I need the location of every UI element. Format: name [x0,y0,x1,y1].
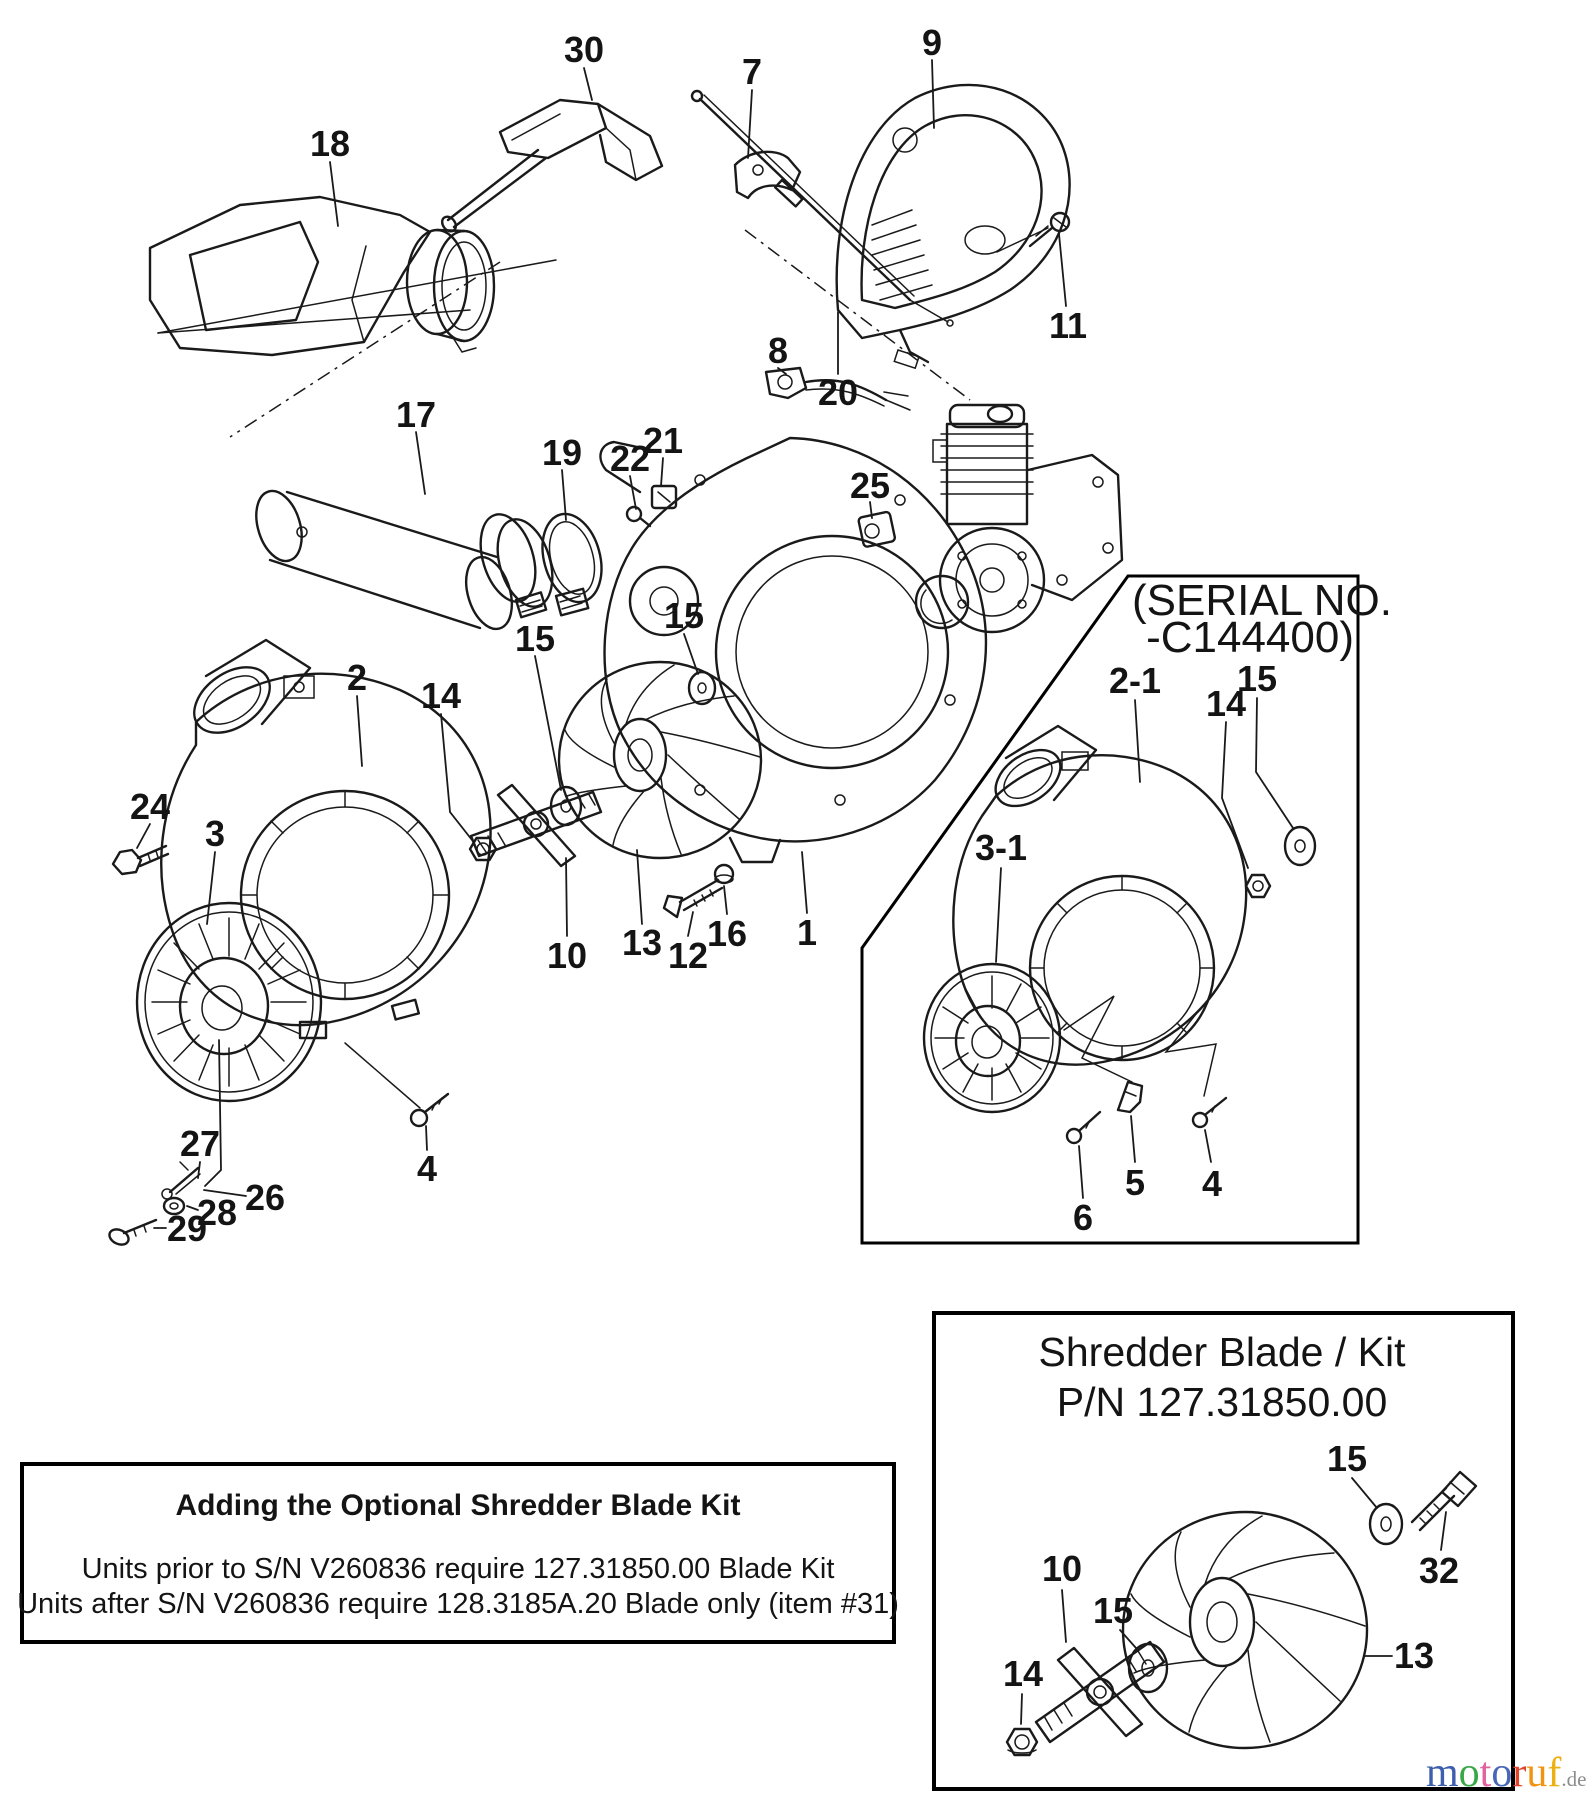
callout-17: 17 [395,394,437,435]
callout-15-left: 15 [514,618,556,659]
callout-3-1: 3-1 [974,827,1028,868]
note-box-line1: Units prior to S/N V260836 require 127.31850.00 Blade Kit [81,1553,835,1585]
callout-9: 9 [921,22,943,63]
watermark-letter: u [1526,1750,1548,1796]
part-25-module [858,511,896,547]
kit-part-13-fan [1123,1512,1367,1748]
callout-5: 5 [1124,1162,1146,1203]
serial-box-match-lines [1064,996,1216,1096]
part-29-screw [107,1220,156,1248]
watermark-logo[interactable] [1426,1752,1586,1794]
engine-assembly [916,405,1122,632]
watermark-letter: m [1426,1750,1459,1796]
kit-part-15-washer-top [1370,1504,1402,1544]
callout-21: 21 [642,420,684,461]
callout-28: 28 [196,1192,238,1233]
callout-16: 16 [706,913,748,954]
callout-25: 25 [849,465,891,506]
callout-6: 6 [1072,1197,1094,1238]
callout-24: 24 [129,786,171,827]
callout-26: 26 [244,1177,286,1218]
watermark-letter: f [1547,1750,1562,1796]
callout-14-serial: 14 [1205,683,1247,724]
callout-12: 12 [667,935,709,976]
watermark-letter: t [1479,1750,1492,1796]
callout-14: 14 [420,675,462,716]
callout-15-upper: 15 [663,595,705,636]
callout-15-kit-left: 15 [1092,1590,1134,1631]
callout-2: 2 [346,657,368,698]
callout-4-right: 4 [1201,1163,1223,1204]
part-15-washer-upper [689,672,715,704]
part-16-washer [715,865,733,883]
part-15-washer-serial [1285,827,1315,865]
callout-labels [130,22,1459,1694]
watermark-letter: o [1491,1750,1513,1796]
note-box-line2: Units after S/N V260836 require 128.3185A.20 Blade only (item #31) [17,1588,899,1620]
kit-box-part-number: P/N 127.31850.00 [1056,1379,1388,1425]
part-7-lever [735,152,800,198]
callout-11: 11 [1048,305,1088,346]
callout-3: 3 [204,813,226,854]
callout-18: 18 [309,123,351,164]
callout-20: 20 [817,372,859,413]
part-14-nut [470,838,496,860]
part-19-clamp [533,507,610,615]
part-2-1-housing [953,726,1246,1065]
kit-box-title: Shredder Blade / Kit [1038,1329,1406,1375]
part-3-1-grille [924,964,1060,1112]
part-3-grille [137,903,321,1101]
callout-1: 1 [796,912,818,953]
note-box-title: Adding the Optional Shredder Blade Kit [175,1489,741,1522]
part-1-rear-housing [600,438,986,862]
callout-4-left: 4 [416,1148,438,1189]
alignment-lines [158,228,1048,1108]
part-5-clip [1118,1082,1142,1112]
callout-13-kit: 13 [1393,1635,1435,1676]
callout-7: 7 [741,51,763,92]
serial-note-line1: (SERIAL NO. [1132,576,1392,625]
callout-32: 32 [1418,1550,1460,1591]
callout-22: 22 [609,438,651,479]
part-24-bolt [113,846,168,874]
callout-2-1: 2-1 [1108,660,1162,701]
part-17-blower-tube [248,485,562,634]
callout-10-kit: 10 [1041,1548,1083,1589]
watermark-letter: r [1512,1750,1527,1796]
callout-15-serial: 15 [1236,658,1278,699]
part-11-screw [1030,213,1069,246]
callout-10: 10 [546,935,588,976]
watermark-letter: o [1458,1750,1480,1796]
callout-8: 8 [767,330,789,371]
callout-30: 30 [563,29,605,70]
part-22-screw [627,507,650,526]
callout-13: 13 [621,922,663,963]
part-13-fan [559,662,761,858]
callout-29: 29 [166,1208,208,1249]
callout-19: 19 [541,432,583,473]
kit-part-14-nut [1007,1729,1037,1755]
callout-15-kit-top: 15 [1326,1438,1368,1479]
callout-27: 27 [179,1123,221,1164]
part-6-screw [1067,1112,1100,1143]
part-4-screw-left [411,1094,448,1126]
watermark-suffix: .de [1561,1767,1587,1791]
part-30-t-wrench [439,100,662,234]
callout-14-kit: 14 [1002,1653,1044,1694]
part-27-clip [162,1162,200,1199]
part-14-nut-serial [1246,875,1270,897]
serial-note-line2: -C144400) [1146,613,1354,662]
part-4-screw-right [1193,1098,1226,1127]
